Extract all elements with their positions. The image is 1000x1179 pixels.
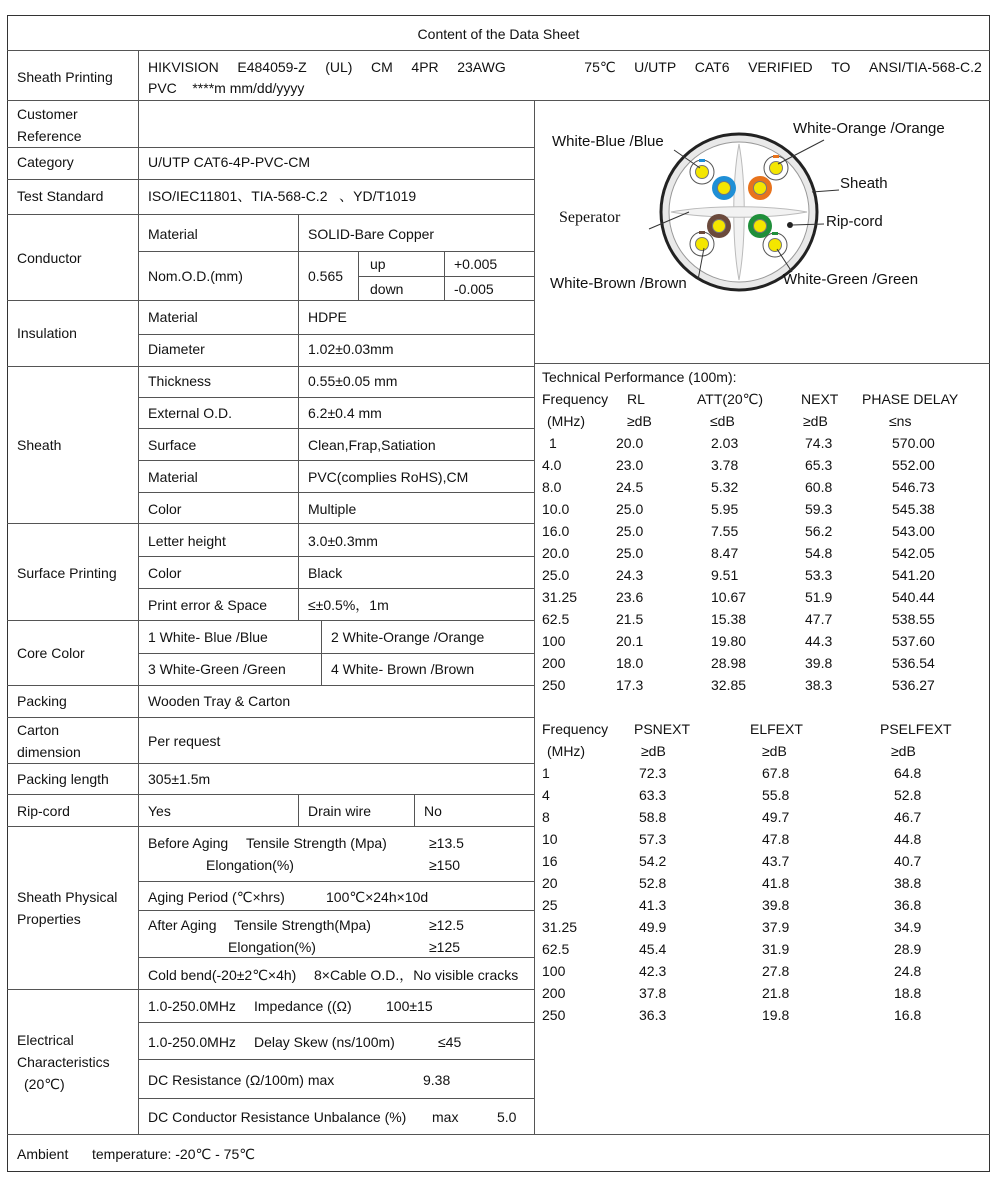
value-test-standard: ISO/IEC11801、TIA-568-C.2 、YD/T1019 bbox=[148, 188, 417, 204]
sheath-printing-word: U/UTP bbox=[634, 59, 677, 75]
perf-data-row-cell: 8 bbox=[542, 809, 550, 825]
perf-data-row-cell: 28.9 bbox=[894, 941, 922, 957]
perf-data-row-cell: 10.67 bbox=[711, 589, 747, 605]
diagram-label-ripcord: Rip-cord bbox=[826, 213, 883, 230]
dc-unbalance-value: 5.0 bbox=[497, 1109, 517, 1125]
perf-data-row-cell: 540.44 bbox=[892, 589, 935, 605]
divider bbox=[7, 1134, 990, 1135]
sheath-printing-word: E484059-Z bbox=[237, 59, 307, 75]
sheath-row-value: Clean,Frap,Satiation bbox=[308, 437, 436, 453]
perf-data-row-cell: 74.3 bbox=[805, 435, 833, 451]
perf-data-row-cell: 31.9 bbox=[762, 941, 790, 957]
conductor-white-green bbox=[763, 232, 787, 257]
perf-data-row-cell: 100 bbox=[542, 633, 566, 649]
perf-data-row-cell: 20.0 bbox=[616, 435, 644, 451]
insulation-diameter-value: 1.02±0.03mm bbox=[308, 341, 394, 357]
perf-data-row-cell: 44.3 bbox=[805, 633, 833, 649]
perf-data-row-cell: 49.7 bbox=[762, 809, 790, 825]
perf-unit-row-cell: (MHz) bbox=[547, 743, 586, 759]
perf-data-row-cell: 200 bbox=[542, 985, 566, 1001]
dc-resistance-value: 9.38 bbox=[423, 1072, 451, 1088]
perf-data-row-cell: 2.03 bbox=[711, 435, 739, 451]
perf-data-row-cell: 8.0 bbox=[542, 479, 562, 495]
sheath-printing-word: CM bbox=[371, 59, 393, 75]
perf-unit-row-cell: ≥dB bbox=[627, 413, 652, 429]
tensile-before-value: ≥13.5 bbox=[429, 835, 464, 851]
perf-data-row-cell: 24.8 bbox=[894, 963, 922, 979]
perf-data-row-cell: 25.0 bbox=[616, 523, 644, 539]
perf-data-row-cell: 250 bbox=[542, 677, 566, 693]
perf-data-row-cell: 57.3 bbox=[639, 831, 667, 847]
diagram-label-white-orange: White-Orange /Orange bbox=[793, 120, 945, 137]
conductor-blue bbox=[712, 176, 736, 200]
surface-row-label: Letter height bbox=[148, 533, 226, 549]
surface-row-label: Color bbox=[148, 565, 182, 581]
perf-data-row-cell: 18.8 bbox=[894, 985, 922, 1001]
perf-data-row-cell: 28.98 bbox=[711, 655, 747, 671]
elongation-after-label: Elongation(%) bbox=[228, 939, 316, 955]
perf-unit-row-cell: ≤dB bbox=[710, 413, 735, 429]
perf-data-row-cell: 36.8 bbox=[894, 897, 922, 913]
label-properties: Properties bbox=[17, 911, 81, 927]
conductor-up-value: +0.005 bbox=[454, 256, 498, 272]
conductor-orange bbox=[748, 176, 772, 200]
perf-unit-row-cell: ≥dB bbox=[803, 413, 828, 429]
perf-data-row-cell: 38.8 bbox=[894, 875, 922, 891]
perf-unit-row-cell: (MHz) bbox=[547, 413, 586, 429]
perf-data-row-cell: 552.00 bbox=[892, 457, 935, 473]
perf-data-row-cell: 54.2 bbox=[639, 853, 667, 869]
perf-data-row-cell: 52.8 bbox=[894, 787, 922, 803]
cable-cross-section-diagram bbox=[534, 102, 989, 362]
core-color-3: 3 White-Green /Green bbox=[148, 661, 286, 677]
perf-data-row-cell: 19.8 bbox=[762, 1007, 790, 1023]
perf-data-row-cell: 538.55 bbox=[892, 611, 935, 627]
perf-data-row-cell: 39.8 bbox=[805, 655, 833, 671]
conductor-down-value: -0.005 bbox=[454, 281, 494, 297]
diagram-label-sheath: Sheath bbox=[840, 175, 888, 192]
perf-title: Technical Performance (100m): bbox=[542, 369, 737, 385]
insulation-material-label: Material bbox=[148, 309, 198, 325]
perf-data-row-cell: 37.8 bbox=[639, 985, 667, 1001]
label-ambient: Ambient bbox=[17, 1146, 69, 1162]
perf-data-row-cell: 536.27 bbox=[892, 677, 935, 693]
perf-data-row-cell: 40.7 bbox=[894, 853, 922, 869]
elongation-before-label: Elongation(%) bbox=[206, 857, 294, 873]
perf-data-row-cell: 7.55 bbox=[711, 523, 739, 539]
diagram-label-seperator: Seperator bbox=[559, 209, 621, 226]
sheath-printing-line1 bbox=[148, 56, 982, 78]
sheath-printing-word: TO bbox=[831, 59, 851, 75]
perf-data-row-cell: 10 bbox=[542, 831, 558, 847]
label-sheath-physical: Sheath Physical bbox=[17, 889, 118, 905]
perf-data-row-cell: 27.8 bbox=[762, 963, 790, 979]
surface-row-value: 3.0±0.3mm bbox=[308, 533, 378, 549]
sheath-row-value: Multiple bbox=[308, 501, 357, 517]
divider bbox=[7, 50, 990, 51]
sheath-row-label: External O.D. bbox=[148, 405, 233, 421]
perf-data-row-cell: 23.0 bbox=[616, 457, 644, 473]
perf-data-row-cell: 21.8 bbox=[762, 985, 790, 1001]
perf-data-row-cell: 16.8 bbox=[894, 1007, 922, 1023]
conductor-material-value: SOLID-Bare Copper bbox=[308, 226, 435, 242]
value-category: U/UTP CAT6-4P-PVC-CM bbox=[148, 154, 311, 170]
skew-label: Delay Skew (ns/100m) bbox=[254, 1034, 395, 1050]
dc-resistance-label: DC Resistance (Ω/100m) max bbox=[148, 1072, 335, 1088]
perf-data-row-cell: 543.00 bbox=[892, 523, 935, 539]
label-test-standard: Test Standard bbox=[17, 188, 104, 204]
perf-data-row-cell: 41.8 bbox=[762, 875, 790, 891]
conductor-white-blue bbox=[690, 159, 714, 184]
value-ambient: temperature: -20℃ - 75℃ bbox=[92, 1146, 255, 1162]
perf-data-row-cell: 200 bbox=[542, 655, 566, 671]
diagram-label-white-green: White-Green /Green bbox=[783, 271, 919, 288]
label-category: Category bbox=[17, 154, 74, 170]
perf-data-row-cell: 20.1 bbox=[616, 633, 644, 649]
cold-bend-value: 8×Cable O.D.，No visible cracks bbox=[314, 967, 519, 983]
perf-data-row-cell: 17.3 bbox=[616, 677, 644, 693]
elongation-before-value: ≥150 bbox=[429, 857, 461, 873]
perf-data-row-cell: 52.8 bbox=[639, 875, 667, 891]
tensile-after-label: Tensile Strength(Mpa) bbox=[234, 917, 371, 933]
label-electrical-temp: (20℃) bbox=[24, 1076, 65, 1092]
perf-data-row-cell: 58.8 bbox=[639, 809, 667, 825]
perf-data-row-cell: 64.8 bbox=[894, 765, 922, 781]
perf-data-row-cell: 45.4 bbox=[639, 941, 667, 957]
perf-data-row-cell: 250 bbox=[542, 1007, 566, 1023]
perf-data-row-cell: 19.80 bbox=[711, 633, 747, 649]
perf-data-row-cell: 542.05 bbox=[892, 545, 935, 561]
sheath-printing-word: HIKVISION bbox=[148, 59, 219, 75]
perf-data-row-cell: 4 bbox=[542, 787, 550, 803]
perf-data-row-cell: 39.8 bbox=[762, 897, 790, 913]
label-core-color: Core Color bbox=[17, 645, 85, 661]
perf-header-row-cell: PHASE DELAY bbox=[862, 391, 959, 407]
perf-data-row-cell: 16 bbox=[542, 853, 558, 869]
perf-data-row-cell: 31.25 bbox=[542, 919, 578, 935]
sheath-printing-word: VERIFIED bbox=[748, 59, 813, 75]
perf-data-row-cell: 8.47 bbox=[711, 545, 739, 561]
conductor-white-brown bbox=[690, 231, 714, 256]
perf-header-row-cell: ELFEXT bbox=[750, 721, 803, 737]
sheath-printing-word: (UL) bbox=[325, 59, 353, 75]
sheath-row-value: 0.55±0.05 mm bbox=[308, 373, 398, 389]
tensile-before-label: Tensile Strength (Mpa) bbox=[246, 835, 387, 851]
label-dimension: dimension bbox=[17, 744, 81, 760]
perf-data-row-cell: 24.5 bbox=[616, 479, 644, 495]
dc-unbalance-max: max bbox=[432, 1109, 459, 1125]
label-insulation: Insulation bbox=[17, 325, 77, 341]
perf-unit-row-cell: ≤ns bbox=[889, 413, 912, 429]
conductor-material-label: Material bbox=[148, 226, 198, 242]
perf-data-row-cell: 56.2 bbox=[805, 523, 833, 539]
perf-data-row-cell: 570.00 bbox=[892, 435, 935, 451]
perf-data-row-cell: 51.9 bbox=[805, 589, 833, 605]
perf-data-row-cell: 62.5 bbox=[542, 941, 570, 957]
sheath-row-label: Surface bbox=[148, 437, 197, 453]
perf-data-row-cell: 47.8 bbox=[762, 831, 790, 847]
perf-data-row-cell: 541.20 bbox=[892, 567, 935, 583]
perf-data-row-cell: 43.7 bbox=[762, 853, 790, 869]
impedance-freq: 1.0-250.0MHz bbox=[148, 998, 236, 1014]
perf-unit-row-cell: ≥dB bbox=[641, 743, 666, 759]
perf-data-row-cell: 60.8 bbox=[805, 479, 833, 495]
perf-data-row-cell: 59.3 bbox=[805, 501, 833, 517]
sheath-row-label: Material bbox=[148, 469, 198, 485]
perf-data-row-cell: 4.0 bbox=[542, 457, 562, 473]
value-packing: Wooden Tray & Carton bbox=[148, 693, 291, 709]
label-reference: Reference bbox=[17, 128, 82, 144]
value-drain-wire: No bbox=[424, 803, 442, 819]
sheath-printing-word: 4PR bbox=[411, 59, 439, 75]
perf-data-row-cell: 545.38 bbox=[892, 501, 935, 517]
perf-data-row-cell: 25 bbox=[542, 897, 558, 913]
perf-data-row-cell: 3.78 bbox=[711, 457, 739, 473]
surface-row-value: Black bbox=[308, 565, 343, 581]
perf-data-row-cell: 18.0 bbox=[616, 655, 644, 671]
perf-header-row-cell: PSELFEXT bbox=[880, 721, 952, 737]
elongation-after-value: ≥125 bbox=[429, 939, 461, 955]
perf-data-row-cell: 1 bbox=[549, 435, 557, 451]
perf-data-row-cell: 72.3 bbox=[639, 765, 667, 781]
label-packing-length: Packing length bbox=[17, 771, 109, 787]
core-color-4: 4 White- Brown /Brown bbox=[331, 661, 475, 677]
sheath-row-label: Color bbox=[148, 501, 182, 517]
perf-data-row-cell: 63.3 bbox=[639, 787, 667, 803]
sheath-printing-word: 75℃ bbox=[584, 59, 616, 75]
conductor-white-orange bbox=[764, 155, 788, 180]
sheet-title: Content of the Data Sheet bbox=[417, 26, 580, 42]
sheath-row-value: PVC(complies RoHS),CM bbox=[308, 469, 469, 485]
perf-data-row-cell: 100 bbox=[542, 963, 566, 979]
perf-data-row-cell: 21.5 bbox=[616, 611, 644, 627]
perf-header-row-cell: ATT(20℃) bbox=[697, 391, 764, 407]
perf-data-row-cell: 25.0 bbox=[616, 545, 644, 561]
conductor-od-label: Nom.O.D.(mm) bbox=[148, 268, 243, 284]
perf-data-row-cell: 25.0 bbox=[542, 567, 570, 583]
perf-header-row-cell: PSNEXT bbox=[634, 721, 691, 737]
perf-data-row-cell: 65.3 bbox=[805, 457, 833, 473]
aging-period-label: Aging Period (℃×hrs) bbox=[148, 889, 285, 905]
sheath-printing-line2: PVC ****m mm/dd/yyyy bbox=[148, 80, 305, 96]
surface-row-value: ≤±0.5%，1m bbox=[308, 597, 389, 613]
perf-data-row-cell: 47.7 bbox=[805, 611, 833, 627]
skew-freq: 1.0-250.0MHz bbox=[148, 1034, 236, 1050]
conductor-up-label: up bbox=[370, 256, 386, 272]
sheath-row-value: 6.2±0.4 mm bbox=[308, 405, 382, 421]
perf-data-row-cell: 44.8 bbox=[894, 831, 922, 847]
label-customer: Customer bbox=[17, 106, 78, 122]
perf-data-row-cell: 54.8 bbox=[805, 545, 833, 561]
after-aging-label: After Aging bbox=[148, 917, 217, 933]
label-characteristics: Characteristics bbox=[17, 1054, 110, 1070]
sheath-printing-word: ANSI/TIA-568-C.2 bbox=[869, 59, 982, 75]
cold-bend-label: Cold bend(-20±2℃×4h) bbox=[148, 967, 297, 983]
perf-data-row-cell: 536.54 bbox=[892, 655, 935, 671]
perf-header-row-cell: RL bbox=[627, 391, 645, 407]
conductor-od-value: 0.565 bbox=[308, 268, 344, 284]
perf-unit-row-cell: ≥dB bbox=[891, 743, 916, 759]
label-packing: Packing bbox=[17, 693, 67, 709]
perf-data-row-cell: 34.9 bbox=[894, 919, 922, 935]
perf-data-row-cell: 537.60 bbox=[892, 633, 935, 649]
perf-data-row-cell: 42.3 bbox=[639, 963, 667, 979]
sheath-printing-word: CAT6 bbox=[694, 59, 730, 75]
perf-data-row-cell: 41.3 bbox=[639, 897, 667, 913]
sheath-row-label: Thickness bbox=[148, 373, 212, 389]
perf-data-row-cell: 5.95 bbox=[711, 501, 739, 517]
label-sheath: Sheath bbox=[17, 437, 62, 453]
insulation-material-value: HDPE bbox=[308, 309, 347, 325]
dc-unbalance-label: DC Conductor Resistance Unbalance (%) bbox=[148, 1109, 407, 1125]
perf-data-row-cell: 55.8 bbox=[762, 787, 790, 803]
perf-data-row-cell: 1 bbox=[542, 765, 550, 781]
perf-data-row-cell: 46.7 bbox=[894, 809, 922, 825]
value-carton: Per request bbox=[148, 733, 221, 749]
core-color-1: 1 White- Blue /Blue bbox=[148, 629, 268, 645]
diagram-label-white-blue: White-Blue /Blue bbox=[552, 133, 664, 150]
value-ripcord: Yes bbox=[148, 803, 171, 819]
aging-period-value: 100℃×24h×10d bbox=[326, 889, 429, 905]
value-packing-length: 305±1.5m bbox=[148, 771, 211, 787]
perf-data-row-cell: 10.0 bbox=[542, 501, 570, 517]
before-aging-label: Before Aging bbox=[148, 835, 229, 851]
tensile-after-value: ≥12.5 bbox=[429, 917, 464, 933]
label-ripcord: Rip-cord bbox=[17, 803, 70, 819]
impedance-label: Impedance ((Ω) bbox=[254, 998, 352, 1014]
perf-unit-row-cell: ≥dB bbox=[762, 743, 787, 759]
perf-data-row-cell: 53.3 bbox=[805, 567, 833, 583]
perf-data-row-cell: 20.0 bbox=[542, 545, 570, 561]
conductor-down-label: down bbox=[370, 281, 404, 297]
skew-value: ≤45 bbox=[438, 1034, 462, 1050]
perf-data-row-cell: 37.9 bbox=[762, 919, 790, 935]
perf-data-row-cell: 31.25 bbox=[542, 589, 578, 605]
perf-data-row-cell: 36.3 bbox=[639, 1007, 667, 1023]
sheath-printing-word: 23AWG bbox=[457, 59, 506, 75]
label-surface-printing: Surface Printing bbox=[17, 565, 117, 581]
perf-data-row-cell: 38.3 bbox=[805, 677, 833, 693]
conductor-brown bbox=[707, 214, 731, 238]
diagram-label-white-brown: White-Brown /Brown bbox=[550, 275, 687, 292]
perf-data-row-cell: 16.0 bbox=[542, 523, 570, 539]
perf-data-row-cell: 546.73 bbox=[892, 479, 935, 495]
core-color-2: 2 White-Orange /Orange bbox=[331, 629, 485, 645]
perf-data-row-cell: 20 bbox=[542, 875, 558, 891]
label-sheath-printing: Sheath Printing bbox=[17, 69, 113, 85]
surface-row-label: Print error & Space bbox=[148, 597, 268, 613]
divider bbox=[7, 100, 990, 101]
perf-data-row-cell: 24.3 bbox=[616, 567, 644, 583]
impedance-value: 100±15 bbox=[386, 998, 433, 1014]
label-conductor: Conductor bbox=[17, 250, 82, 266]
label-drain-wire: Drain wire bbox=[308, 803, 372, 819]
insulation-diameter-label: Diameter bbox=[148, 341, 205, 357]
perf-data-row-cell: 67.8 bbox=[762, 765, 790, 781]
perf-data-row-cell: 49.9 bbox=[639, 919, 667, 935]
perf-header-row-cell: Frequency bbox=[542, 391, 609, 407]
perf-data-row-cell: 15.38 bbox=[711, 611, 747, 627]
perf-data-row-cell: 5.32 bbox=[711, 479, 739, 495]
label-carton: Carton bbox=[17, 722, 60, 738]
perf-data-row-cell: 9.51 bbox=[711, 567, 739, 583]
perf-data-row-cell: 62.5 bbox=[542, 611, 570, 627]
perf-header-row-cell: NEXT bbox=[801, 391, 839, 407]
perf-data-row-cell: 23.6 bbox=[616, 589, 644, 605]
perf-header-row-cell: Frequency bbox=[542, 721, 609, 737]
divider bbox=[534, 363, 990, 364]
perf-data-row-cell: 32.85 bbox=[711, 677, 747, 693]
label-electrical: Electrical bbox=[17, 1032, 74, 1048]
perf-data-row-cell: 25.0 bbox=[616, 501, 644, 517]
